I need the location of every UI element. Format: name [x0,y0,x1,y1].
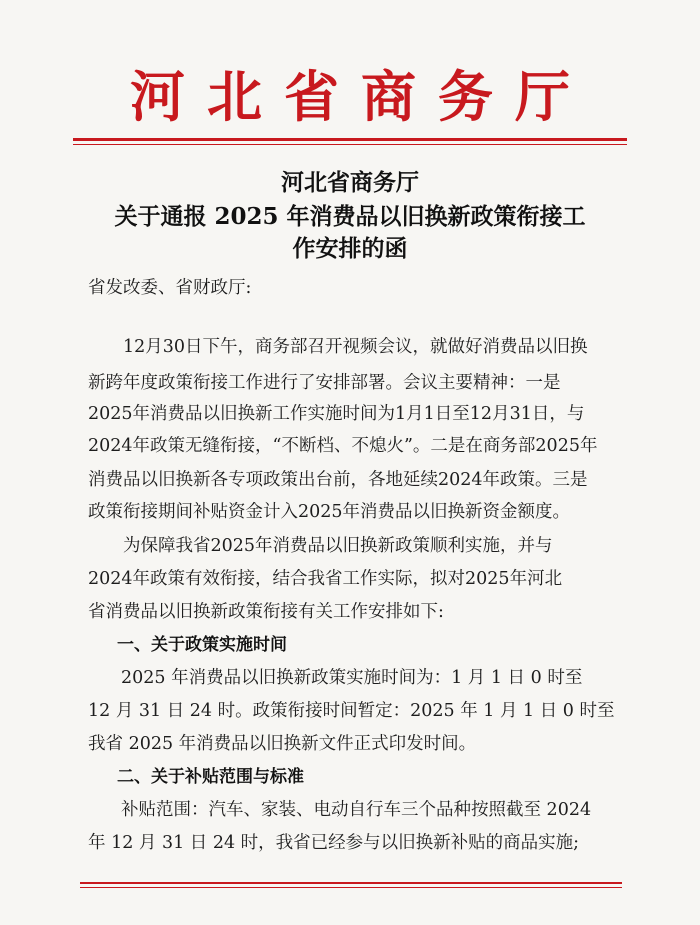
paragraph2-line: 为保障我省2025年消费品以旧换新政策顺利实施，并与 [123,536,553,556]
section1-line: 2025 年消费品以旧换新政策实施时间为：1 月 1 日 0 时至 [121,668,583,688]
letterhead-rule-thick [73,138,627,141]
section1-line: 12 月 31 日 24 时。政策衔接时间暂定：2025 年 1 月 1 日 0 时至 [88,701,615,721]
letterhead-org-name: 河北省商务厅 [129,64,592,129]
paragraph1-line: 12月30日下午，商务部召开视频会议，就做好消费品以旧换 [123,337,588,357]
section2-line: 补贴范围：汽车、家装、电动自行车三个品种按照截至 2024 [121,800,592,820]
document-title-line1: 河北省商务厅 [281,169,419,196]
footer-rule-thin [80,887,622,888]
section1-heading: 一、关于政策实施时间 [117,635,287,655]
footer-rule-thick [80,882,622,884]
paragraph2-line: 2024年政策有效衔接，结合我省工作实际，拟对2025年河北 [88,569,563,589]
document-title-line3: 作安排的函 [292,235,408,262]
section1-line: 我省 2025 年消费品以旧换新文件正式印发时间。 [88,734,477,754]
paragraph1-line: 消费品以旧换新各专项政策出台前，各地延续2024年政策。三是 [88,470,588,490]
paragraph1-line: 2025年消费品以旧换新工作实施时间为1月1日至12月31日，与 [88,404,585,424]
paragraph1-line: 2024年政策无缝衔接，“不断档、不熄火”。二是在商务部2025年 [88,436,598,456]
paragraph2-line: 省消费品以旧换新政策衔接有关工作安排如下: [88,602,444,622]
letterhead-rule-thin [73,144,627,145]
section2-line: 年 12 月 31 日 24 时，我省已经参与以旧换新补贴的商品实施; [88,833,580,853]
section2-heading: 二、关于补贴范围与标准 [117,767,304,787]
paragraph1-line: 新跨年度政策衔接工作进行了安排部署。会议主要精神：一是 [88,373,561,393]
addressee: 省发改委、省财政厅: [88,278,252,298]
document-title-line2: 关于通报 2025 年消费品以旧换新政策衔接工 [114,203,586,230]
paragraph1-line: 政策衔接期间补贴资金计入2025年消费品以旧换新资金额度。 [88,502,571,522]
